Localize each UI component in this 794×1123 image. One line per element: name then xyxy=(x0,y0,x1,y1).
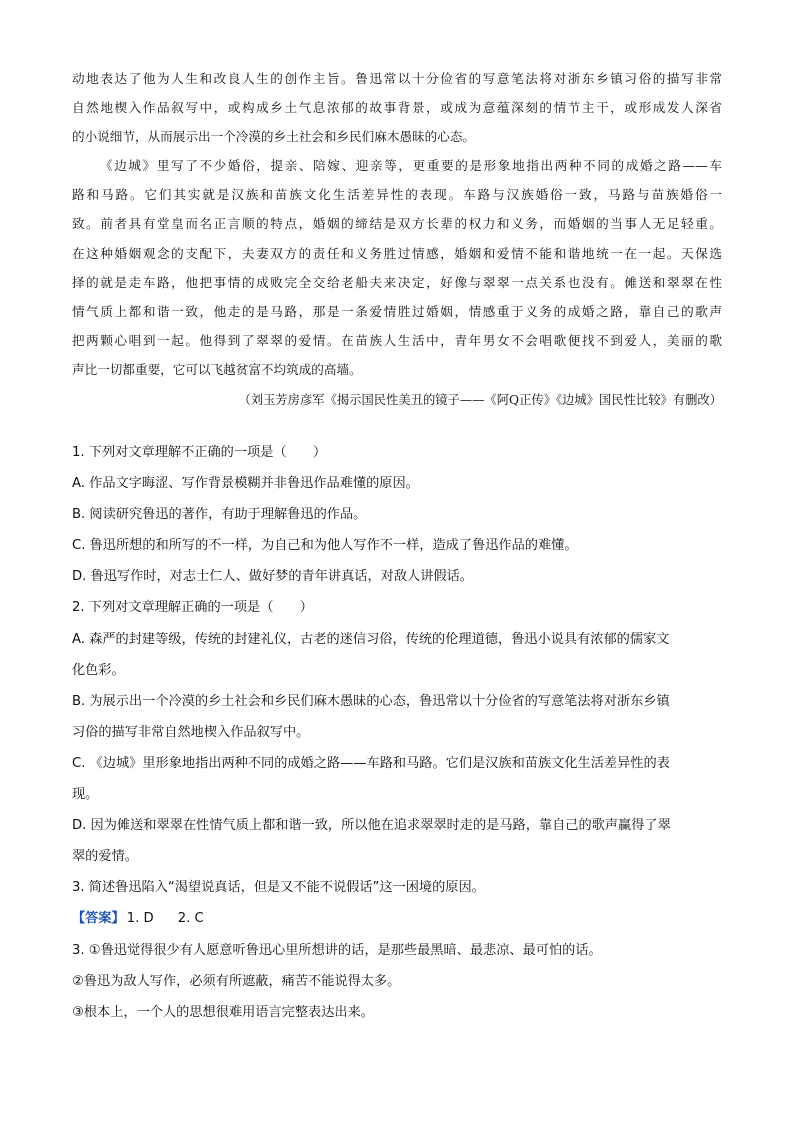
passage-line: 择的就是走车路，他把事情的成败完全交给老船夫来决定，好像与翠翠一点关系也没有。傩送和翠翠在性 xyxy=(72,274,722,290)
questions-section xyxy=(72,437,722,1028)
answer-3-point-3: ③根本上，一个人的思想很难用语言完整表达出来。 xyxy=(72,1004,374,1020)
passage-line: 的小说细节，从而展示出一个冷漠的乡土社会和乡民们麻木愚昧的心态。 xyxy=(72,129,475,145)
reading-passage xyxy=(72,64,722,413)
question-1-option-b: B. 阅读研究鲁迅的著作，有助于理解鲁迅的作品。 xyxy=(72,507,367,523)
question-1-option-d: D. 鲁迅写作时，对志士仁人、做好梦的青年讲真话，对敌人讲假话。 xyxy=(72,569,473,585)
question-2-stem: 2. 下列对文章理解正确的一项是（ ） xyxy=(72,600,313,616)
question-2-option-d-cont: 翠的爱情。 xyxy=(72,849,138,865)
source-citation: （刘玉芳房彦军《揭示国民性美丑的镜子——《阿Q正传》《边城》国民性比较》有删改） xyxy=(238,393,722,408)
answer-2: 2. C xyxy=(177,911,204,927)
passage-line: 在这种婚姻观念的支配下，夫妻双方的责任和义务胜过情感，婚姻和爱情不能和谐地统一在一起。天保选 xyxy=(72,245,722,261)
question-1-option-c: C. 鲁迅所想的和所写的不一样，为自己和为他人写作不一样，造成了鲁迅作品的难懂。 xyxy=(72,538,578,554)
question-1-stem: 1. 下列对文章理解不正确的一项是（ ） xyxy=(72,445,327,460)
passage-line: 动地表达了他为人生和改良人生的创作主旨。鲁迅常以十分俭省的写意笔法将对浙东乡镇习俗的描写非常 xyxy=(72,71,722,86)
question-2-option-c-cont: 现。 xyxy=(72,787,99,803)
answer-1: 1. D xyxy=(126,911,154,927)
question-2-option-b-cont: 习俗的描写非常自然地楔入作品叙写中。 xyxy=(72,724,310,740)
answer-key xyxy=(72,903,722,934)
question-3-stem: 3. 简述鲁迅陷入“渴望说真话，但是又不能不说假话”这一困境的原因。 xyxy=(72,880,485,896)
passage-line: 把两颗心唱到一起。他得到了翠翠的爱情。在苗族人生活中，青年男女不会唱歌便找不到爱人，美丽的歌 xyxy=(72,332,722,348)
passage-line: 声比一切都重要，它可以飞越贫富不均筑成的高墙。 xyxy=(72,361,362,377)
question-1-option-a: A. 作品文字晦涩、写作背景模糊并非鲁迅作品难懂的原因。 xyxy=(72,476,419,492)
answer-tag: 【答案】 xyxy=(72,911,125,927)
passage-line: 情气质上都和谐一致，他走的是马路，那是一条爱情胜过婚姻，情感重于义务的成婚之路，靠自己的歌声 xyxy=(72,303,722,319)
passage-line: 《边城》里写了不少婚俗，提亲、陪嫁、迎亲等，更重要的是形象地指出两种不同的成婚之路——车 xyxy=(100,158,722,174)
passage-line: 路和马路。它们其实就是汉族和苗族文化生活差异性的表现。车路与汉族婚俗一致，马路与苗族婚俗一 xyxy=(72,187,722,203)
question-2-option-a-cont: 化色彩。 xyxy=(72,662,125,678)
passage-line: 致。前者具有堂皇而名正言顺的特点，婚姻的缔结是双方长辈的权力和义务，而婚姻的当事人无足轻重。 xyxy=(72,216,722,232)
question-2-option-b: B. 为展示出一个冷漠的乡土社会和乡民们麻木愚昧的心态，鲁迅常以十分俭省的写意笔法将对浙东乡镇 xyxy=(72,693,670,709)
question-2-option-c: C. 《边城》里形象地指出两种不同的成婚之路——车路和马路。它们是汉族和苗族文化生活差异性的表 xyxy=(72,755,670,771)
question-2-option-a: A. 森严的封建等级，传统的封建礼仪，古老的迷信习俗，传统的伦理道德，鲁迅小说具有浓郁的儒家文 xyxy=(72,631,670,647)
passage-line: 自然地楔入作品叙写中，或构成乡土气息浓郁的故事背景，或成为意蕴深刻的情节主干，或形成发人深省 xyxy=(72,100,722,116)
question-2-option-d: D. 因为傩送和翠翠在性情气质上都和谐一致，所以他在追求翠翠时走的是马路，靠自己的歌声赢得了翠 xyxy=(72,818,671,834)
answer-3-point-2: ②鲁迅为敌人写作，必须有所遮蔽，痛苦不能说得太多。 xyxy=(72,973,401,989)
answer-3-point-1: 3. ①鲁迅觉得很少有人愿意听鲁迅心里所想讲的话，是那些最黑暗、最悲凉、最可怕的话。 xyxy=(72,942,602,958)
